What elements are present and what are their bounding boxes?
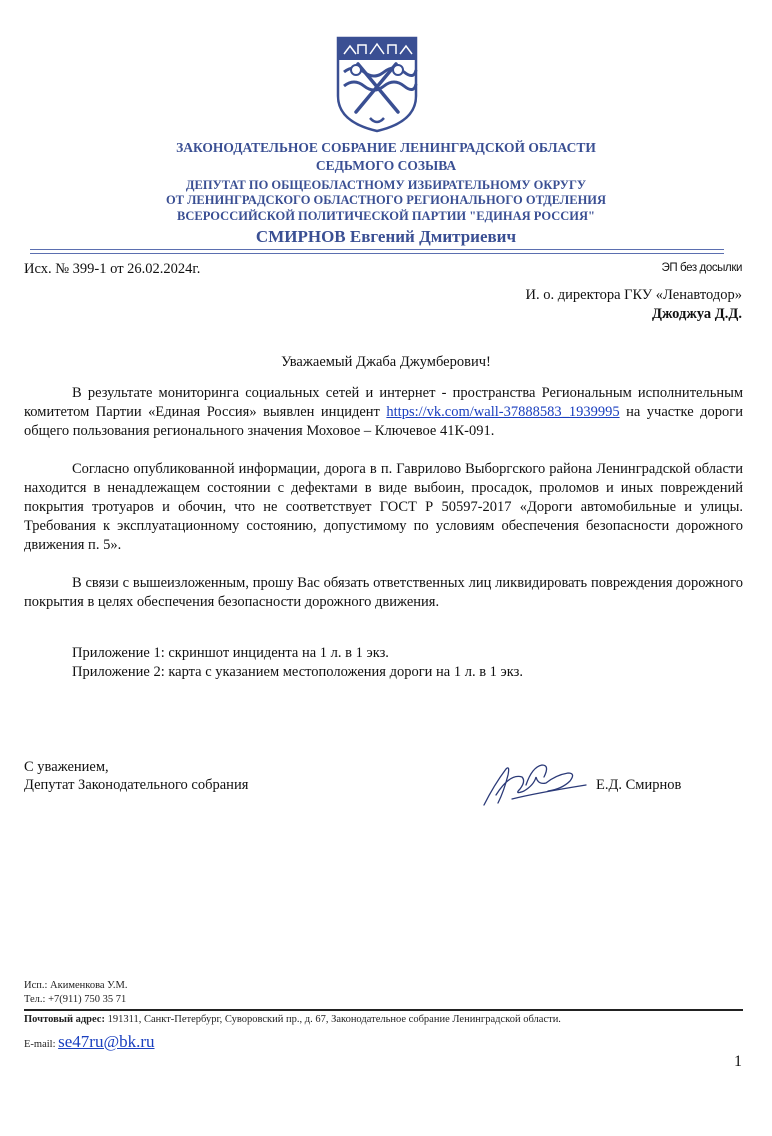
- incident-link[interactable]: https://vk.com/wall-37888583_1939995: [386, 404, 620, 420]
- addressee-position: И. о. директора ГКУ «Ленавтодор»: [525, 287, 742, 303]
- paragraph-request: [24, 574, 743, 612]
- phone-line: Тел.: +7(911) 750 35 71: [24, 994, 127, 1005]
- party-line: ВСЕРОССИЙСКОЙ ПОЛИТИЧЕСКОЙ ПАРТИИ "ЕДИНАЯ РОССИЯ": [177, 209, 595, 223]
- ep-note: ЭП без досылки: [661, 262, 742, 274]
- footer-divider: [24, 1009, 743, 1011]
- paragraph-incident-text: В результате мониторинга социальных сетей и интернет - пространства Региональным исполнительным комитетом Партии «Единая Россия» выявлен инцидент: [24, 385, 743, 420]
- handwritten-signature: [476, 755, 592, 813]
- organization-title: ЗАКОНОДАТЕЛЬНОЕ СОБРАНИЕ ЛЕНИНГРАДСКОЙ ОБЛАСТИ: [176, 140, 596, 155]
- email-label: E-mail:: [24, 1039, 59, 1050]
- greeting: Уважаемый Джаба Джумберович!: [281, 354, 491, 370]
- deputy-name: СМИРНОВ Евгений Дмитриевич: [255, 227, 517, 246]
- attachment-2: Приложение 2: карта с указанием местоположения дороги на 1 л. в 1 экз.: [72, 664, 523, 680]
- header-divider-thin: [30, 253, 724, 254]
- email-link[interactable]: se47ru@bk.ru: [58, 1032, 155, 1051]
- attachment-1: Приложение 1: скриншот инцидента на 1 л. в 1 экз.: [72, 645, 389, 661]
- deputy-district-line: ДЕПУТАТ ПО ОБЩЕОБЛАСТНОМУ ИЗБИРАТЕЛЬНОМУ ОКРУГУ: [185, 178, 587, 192]
- signer-name: Е.Д. Смирнов: [596, 777, 682, 793]
- postal-address: [24, 1014, 561, 1025]
- paragraph-road-condition-text: Согласно опубликованной информации, дорога в п. Гаврилово Выборгского района Ленинградской области находится в ненадлежащем состоянии с дефектами в виде выбоин, просадок, проломов и иных повреждений покрытия тротуаров и обочин, что не соответствует ГОСТ Р 50597-2017 «Дороги автомобильные и улицы. Требования к эксплуатационному состоянию, допустимому по условиям обеспечения безопасности дорожного движения п. 5».: [24, 461, 743, 553]
- convocation-title: СЕДЬМОГО СОЗЫВА: [315, 158, 457, 173]
- postal-text: 191311, Санкт-Петербург, Суворовский пр., д. 67, Законодательное собрание Ленинградской области.: [104, 1014, 561, 1025]
- signer-position: Депутат Законодательного собрания: [24, 777, 249, 793]
- closing-regards: С уважением,: [24, 759, 109, 775]
- paragraph-incident: [24, 384, 743, 441]
- regional-branch-line: ОТ ЛЕНИНГРАДСКОГО ОБЛАСТНОГО РЕГИОНАЛЬНОГО ОТДЕЛЕНИЯ: [165, 193, 607, 207]
- email-line: [24, 1032, 155, 1052]
- paragraph-road-condition: [24, 460, 743, 555]
- header-divider: [30, 249, 724, 250]
- postal-label: Почтовый адрес:: [24, 1014, 105, 1025]
- paragraph-request-text: В связи с вышеизложенным, прошу Вас обязать ответственных лиц ликвидировать повреждения дорожного покрытия в целях обеспечения безопасности дорожного движения.: [24, 575, 743, 610]
- paragraph-incident-text-end: на участке дороги общего пользования регионального значения Моховое – Ключевое 41К-091.: [24, 404, 743, 439]
- page-number: 1: [734, 1053, 742, 1070]
- coat-of-arms-emblem: [334, 34, 420, 134]
- executor-line: Исп.: Акименкова У.М.: [24, 980, 128, 991]
- addressee-name: Джоджуа Д.Д.: [652, 306, 742, 322]
- outgoing-reference: Исх. № 399-1 от 26.02.2024г.: [24, 261, 201, 277]
